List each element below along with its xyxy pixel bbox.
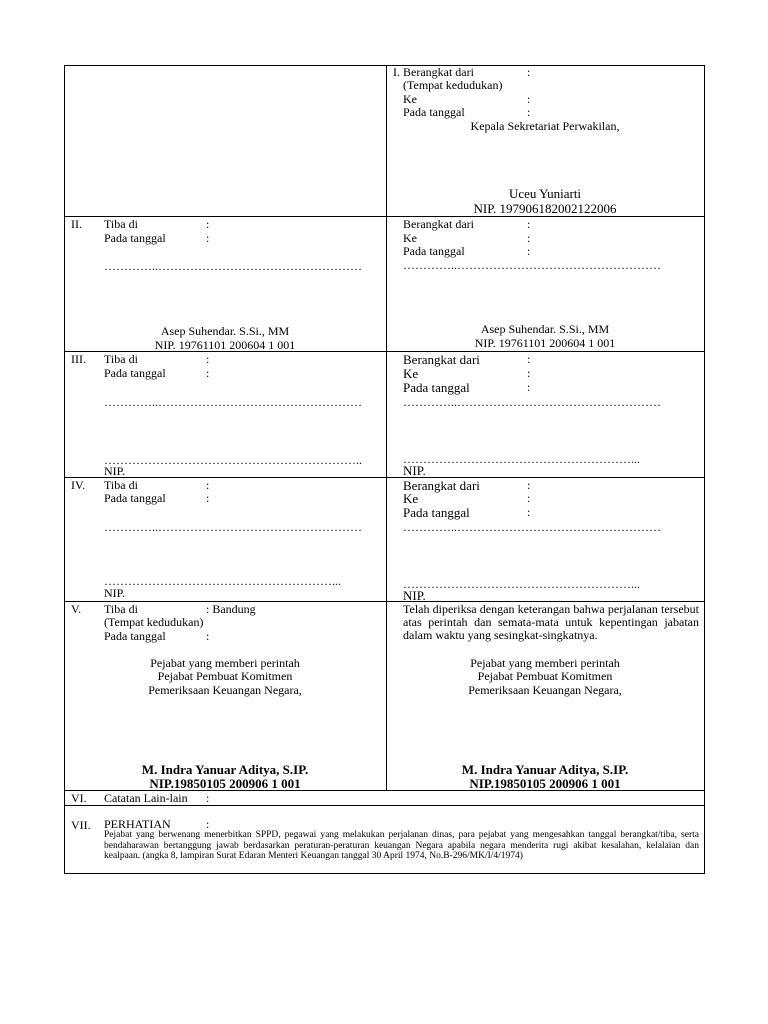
section5-left-line3: Pemeriksaan Keuangan Negara, (148, 683, 302, 697)
section3-colon: : (206, 366, 210, 380)
section4-pada-label: Pada tanggal (104, 491, 166, 505)
section2-ke-label: Ke (403, 231, 417, 245)
section2-berangkat-label: Berangkat dari (403, 217, 474, 231)
section7-label: PERHATIAN (104, 817, 171, 831)
section1-pada-label: Pada tanggal (403, 105, 465, 119)
section5-number: V. (71, 602, 82, 616)
section3-right-dotted-line: …………..…………………………………………… (403, 395, 661, 409)
section4-tiba-label: Tiba di (104, 478, 138, 492)
form-table (64, 65, 705, 874)
section3-colon: : (206, 352, 210, 366)
section4-colon: : (206, 491, 210, 505)
section5-right-line2: Pejabat Pembuat Komitmen (477, 669, 613, 683)
section5-right-line1: Pejabat yang memberi perintah (470, 656, 620, 670)
row-divider (64, 477, 705, 478)
section2-colon: : (527, 244, 531, 258)
section4-pada-right-label: Pada tanggal (403, 505, 470, 520)
section5-verification-text: Telah diperiksa dengan keterangan bahwa perjalanan tersebut atas perintah dan semata-mata untuk kepentingan jabatan dalam waktu yang sesingkat-singkatnya. (403, 602, 699, 642)
section6-number: VI. (71, 791, 87, 805)
section1-ke-label: Ke (403, 92, 417, 106)
section4-left-signature-line: …………………………………………………... (104, 574, 341, 588)
section1-colon: : (527, 105, 531, 119)
section3-pada-label: Pada tanggal (104, 366, 166, 380)
section1-signer-name: Uceu Yuniarti (508, 186, 582, 201)
section3-berangkat-label: Berangkat dari (403, 352, 480, 367)
section2-tiba-label: Tiba di (104, 217, 138, 231)
section3-tiba-label: Tiba di (104, 352, 138, 366)
section2-right-signer-name: Asep Suhendar. S.Si., MM (480, 322, 610, 336)
section2-colon: : (527, 231, 531, 245)
section3-pada-right-label: Pada tanggal (403, 380, 470, 395)
section2-colon: : (206, 231, 210, 245)
section5-left-signer-nip: NIP.19850105 200906 1 001 (149, 776, 301, 791)
section1-tempat-label: (Tempat kedudukan) (403, 78, 503, 92)
section2-left-signer-nip: NIP. 19761101 200604 1 001 (154, 338, 296, 352)
section2-left-dotted-line: …………..…………………………………………… (104, 259, 362, 273)
section6-label: Catatan Lain-lain (104, 791, 188, 805)
section3-left-nip: NIP. (104, 464, 126, 478)
section3-right-nip: NIP. (403, 463, 426, 478)
section4-colon: : (527, 491, 531, 505)
row-divider (64, 805, 705, 806)
section7-number: VII. (71, 818, 91, 832)
section2-colon: : (527, 217, 531, 231)
section2-colon: : (206, 217, 210, 231)
section2-pada-label: Pada tanggal (104, 231, 166, 245)
section5-left-signer-name: M. Indra Yanuar Aditya, S.IP. (141, 762, 309, 777)
section5-right-line3: Pemeriksaan Keuangan Negara, (468, 683, 622, 697)
section2-right-signer-nip: NIP. 19761101 200604 1 001 (474, 336, 616, 350)
section4-left-dotted-line: …………..…………………………………………… (104, 520, 362, 534)
section2-number: II. (71, 217, 82, 231)
section4-right-nip: NIP. (403, 588, 426, 603)
section4-colon: : (527, 505, 531, 519)
row-divider (64, 216, 705, 217)
section5-right-signer-name: M. Indra Yanuar Aditya, S.IP. (461, 762, 629, 777)
section3-ke-label: Ke (403, 366, 419, 381)
section3-colon: : (527, 366, 531, 380)
section3-number: III. (71, 352, 86, 366)
section7-colon: : (206, 817, 210, 831)
section1-signer-title: Kepala Sekretariat Perwakilan, (470, 119, 620, 133)
section4-colon: : (206, 478, 210, 492)
section3-right-signature-line: …………………………………………………... (403, 452, 640, 466)
section2-right-dotted-line: …………..…………………………………………… (403, 258, 661, 272)
section5-tiba-value: : Bandung (206, 602, 256, 616)
column-divider (386, 65, 387, 791)
section5-tiba-label: Tiba di (104, 602, 138, 616)
section5-right-signer-nip: NIP.19850105 200906 1 001 (469, 776, 621, 791)
section3-left-dotted-line: …………..…………………………………………… (104, 395, 362, 409)
section4-right-dotted-line: …………..…………………………………………… (403, 520, 661, 534)
section4-berangkat-label: Berangkat dari (403, 478, 480, 493)
section3-colon: : (527, 380, 531, 394)
section4-colon: : (527, 478, 531, 492)
section2-left-signer-name: Asep Suhendar. S.Si., MM (160, 324, 290, 338)
section1-signer-nip: NIP. 197906182002122006 (473, 201, 617, 216)
section3-left-signature-line: ……………………………………………………….. (104, 453, 362, 467)
section4-ke-label: Ke (403, 491, 419, 506)
section5-left-line1: Pejabat yang memberi perintah (150, 656, 300, 670)
section5-colon: : (206, 629, 210, 643)
section4-right-signature-line: …………………………………………………... (403, 577, 640, 591)
section5-pada-label: Pada tanggal (104, 629, 166, 643)
section5-tempat-label: (Tempat kedudukan) (104, 615, 204, 629)
section2-pada-right-label: Pada tanggal (403, 244, 465, 258)
section6-colon: : (206, 791, 210, 805)
section1-colon: : (527, 65, 531, 79)
section4-left-nip: NIP. (104, 586, 126, 600)
section5-left-line2: Pejabat Pembuat Komitmen (157, 669, 293, 683)
section7-attention-note: Pejabat yang berwenang menerbitkan SPPD, pegawai yang melakukan perjalanan dinas, para pejabat yang mengesahkan tanggal berangkat/tiba, serta bendaharawan bertanggung jawab berdasarkan peraturan-peraturan keuangan Negara apabila negara menderita rugi akibat kesalahan, kelalaian dan kealpaan. (angka 8, lampiran Surat Edaran Menteri Keuangan tanggal 30 April 1974, No.B-296/MK/I/4/1974) (104, 830, 699, 861)
section1-colon: : (527, 92, 531, 106)
section4-number: IV. (71, 478, 86, 492)
section3-colon: : (527, 352, 531, 366)
section1-berangkat-label: I. Berangkat dari (393, 65, 474, 79)
